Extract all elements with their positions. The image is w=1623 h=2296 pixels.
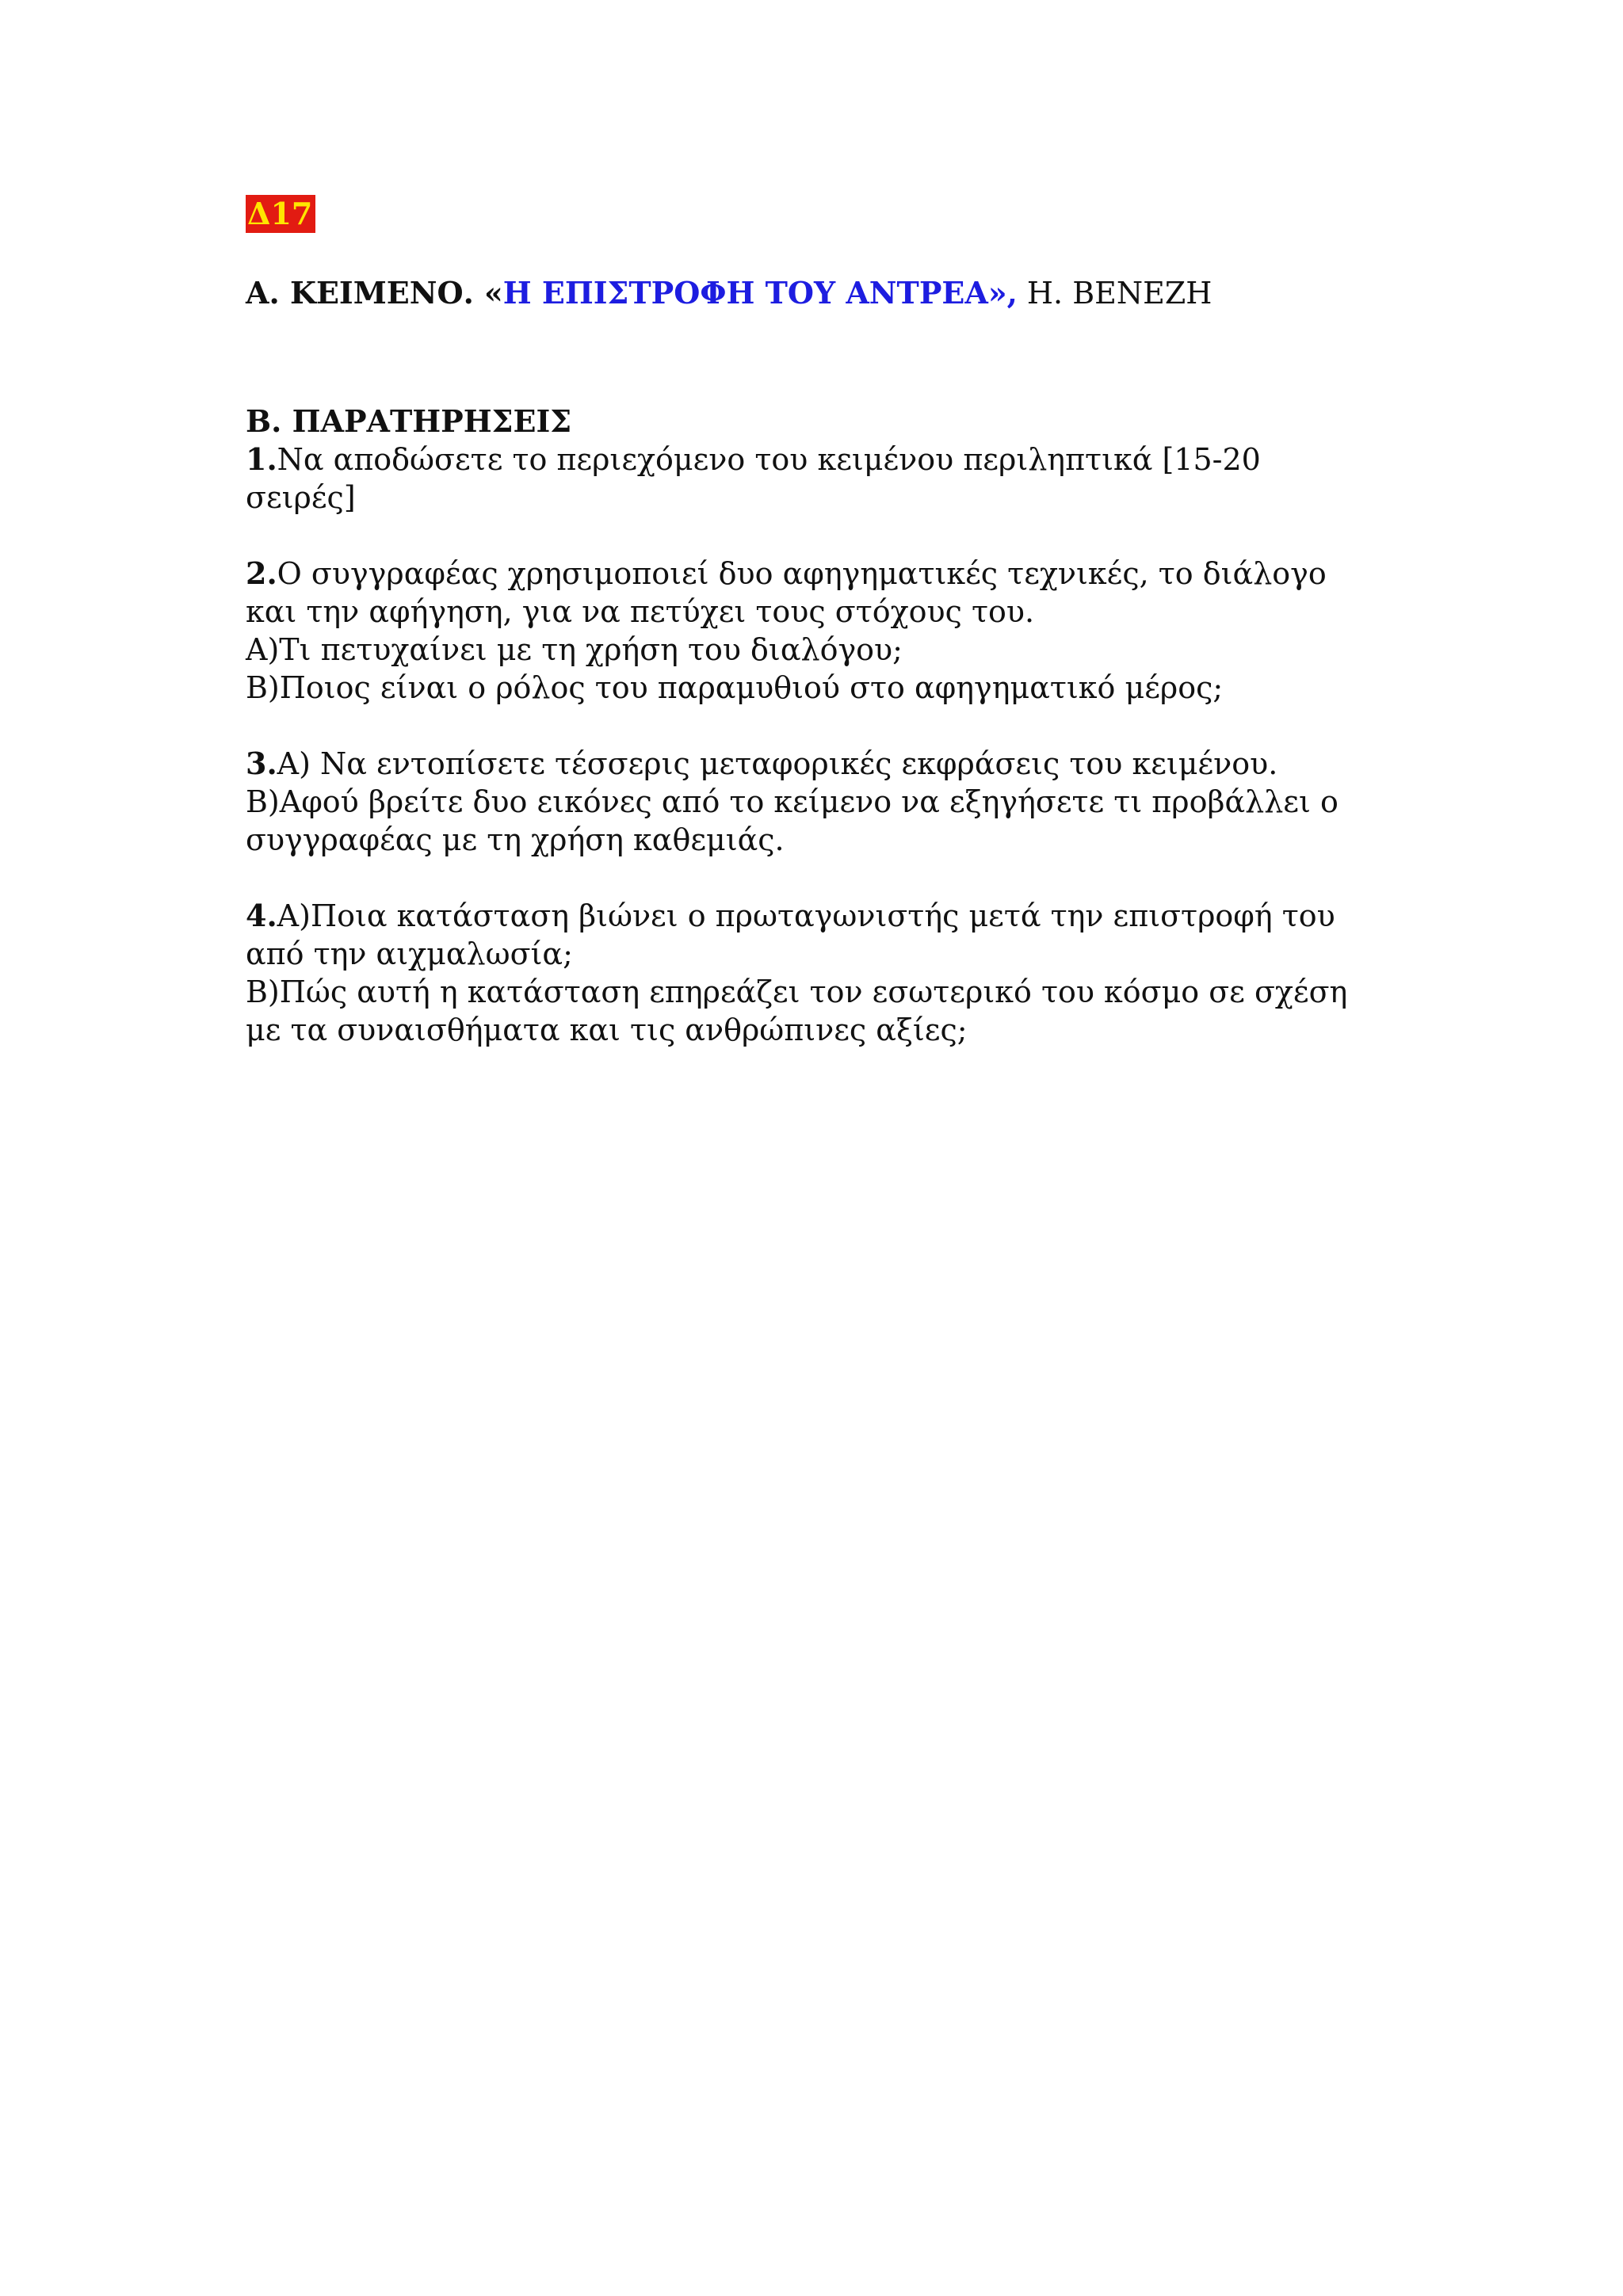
question-number: 3. xyxy=(246,746,277,781)
heading-prefix: Α. ΚΕΙΜΕΝΟ. « xyxy=(246,275,503,311)
question-line: συγγραφέας με τη χρήση καθεμιάς. xyxy=(246,822,785,857)
question-line: σειρές] xyxy=(246,480,356,515)
question-line: Β)Ποιος είναι ο ρόλος του παραμυθιού στο αφηγηματικό μέρος; xyxy=(246,670,1224,705)
question-line xyxy=(246,441,1371,479)
question-text: Ο συγγραφέας χρησιμοποιεί δυο αφηγηματικές τεχνικές, το διάλογο xyxy=(277,556,1327,591)
question-1 xyxy=(246,441,1371,517)
heading-title: Η ΕΠΙΣΤΡΟΦΗ ΤΟΥ ΑΝΤΡΕΑ», xyxy=(502,275,1018,311)
code-badge: Δ17 xyxy=(246,195,315,233)
question-text: Να αποδώσετε το περιεχόμενο του κειμένου περιληπτικά [15-20 xyxy=(277,442,1261,477)
question-line: με τα συναισθήματα και τις ανθρώπινες αξίες; xyxy=(246,1013,968,1047)
question-3 xyxy=(246,745,1371,859)
question-line: και την αφήγηση, για να πετύχει τους στόχους του. xyxy=(246,594,1035,629)
question-number: 4. xyxy=(246,898,277,933)
document-page xyxy=(246,195,1371,1049)
question-2 xyxy=(246,555,1371,707)
section-title: Β. ΠΑΡΑΤΗΡΗΣΕΙΣ xyxy=(246,403,572,439)
question-line xyxy=(246,745,1371,783)
heading-author: Η. ΒΕΝΕΖΗ xyxy=(1017,276,1212,311)
question-text: Α) Να εντοπίσετε τέσσερις μεταφορικές εκφράσεις του κειμένου. xyxy=(277,746,1278,781)
text-heading xyxy=(246,273,1371,314)
question-number: 2. xyxy=(246,555,277,591)
question-4 xyxy=(246,897,1371,1049)
question-line xyxy=(246,897,1371,935)
question-line: Β)Πώς αυτή η κατάσταση επηρεάζει τον εσωτερικό του κόσμο σε σχέση xyxy=(246,974,1348,1009)
question-number: 1. xyxy=(246,441,277,477)
question-line: Β)Αφού βρείτε δυο εικόνες από το κείμενο να εξηγήσετε τι προβάλλει ο xyxy=(246,784,1338,819)
observations-section xyxy=(246,402,1371,1049)
question-line: από την αιχμαλωσία; xyxy=(246,936,573,971)
question-line xyxy=(246,555,1371,593)
question-line: Α)Τι πετυχαίνει με τη χρήση του διαλόγου; xyxy=(246,632,903,667)
question-text: Α)Ποια κατάσταση βιώνει ο πρωταγωνιστής μετά την επιστροφή του xyxy=(277,898,1335,933)
